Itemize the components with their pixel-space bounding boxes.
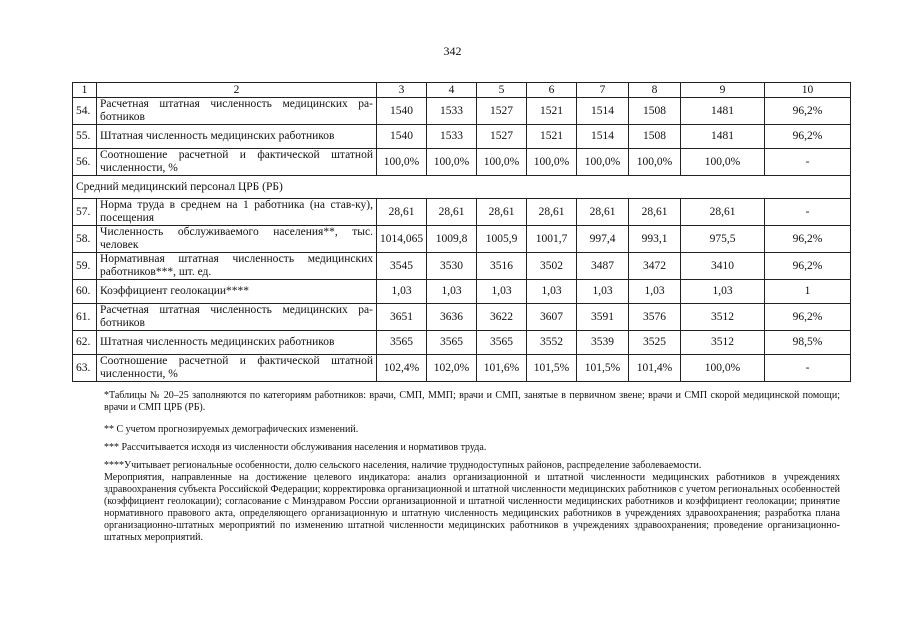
row-value: 1,03 [681, 280, 765, 304]
row-number: 60. [73, 280, 97, 304]
row-value: 3565 [477, 331, 527, 355]
row-value: 3607 [527, 304, 577, 331]
row-value: 102,0% [427, 355, 477, 382]
header-cell: 3 [377, 83, 427, 98]
table-row [73, 355, 851, 382]
row-value: 1,03 [477, 280, 527, 304]
row-value: 3512 [681, 331, 765, 355]
row-value: 1540 [377, 98, 427, 125]
row-value: 96,2% [765, 304, 851, 331]
table-row [73, 253, 851, 280]
row-value: 101,5% [577, 355, 629, 382]
row-label: Расчетная штатная численность медицинских ра-ботников [97, 304, 377, 331]
row-value: 1540 [377, 125, 427, 149]
row-value: 1508 [629, 125, 681, 149]
section-row [73, 176, 851, 199]
header-row [73, 83, 851, 98]
row-value: 1527 [477, 98, 527, 125]
footnote-calculation: *** Рассчитывается исходя из численности обслуживания населения и нормативов труда. [104, 442, 487, 453]
row-label: Штатная численность медицинских работников [97, 331, 377, 355]
header-cell: 1 [73, 83, 97, 98]
footnote-geolocation: ****Учитывает региональные особенности, долю сельского населения, наличие труднодоступных районов, распределение заболеваемости. [104, 460, 702, 471]
row-value: 1014,065 [377, 226, 427, 253]
row-value: 3539 [577, 331, 629, 355]
row-value: 100,0% [477, 149, 527, 176]
row-value: 1001,7 [527, 226, 577, 253]
row-number: 62. [73, 331, 97, 355]
footnote-demographic: ** С учетом прогнозируемых демографических изменений. [104, 424, 359, 435]
row-number: 56. [73, 149, 97, 176]
table-row [73, 226, 851, 253]
row-value: 1514 [577, 125, 629, 149]
row-value: 1,03 [527, 280, 577, 304]
row-value: 1005,9 [477, 226, 527, 253]
row-value: 1481 [681, 125, 765, 149]
row-value: 1481 [681, 98, 765, 125]
row-value: 3410 [681, 253, 765, 280]
row-value: 1,03 [629, 280, 681, 304]
header-cell: 2 [97, 83, 377, 98]
row-value: 3622 [477, 304, 527, 331]
row-value: 100,0% [577, 149, 629, 176]
row-value: 1,03 [427, 280, 477, 304]
row-value: 3636 [427, 304, 477, 331]
row-value: - [765, 199, 851, 226]
row-value: 1,03 [377, 280, 427, 304]
row-value: 98,5% [765, 331, 851, 355]
row-value: 28,61 [577, 199, 629, 226]
row-label: Норма труда в среднем на 1 работника (на став-ку), посещения [97, 199, 377, 226]
row-label: Соотношение расчетной и фактической штатной численности, % [97, 149, 377, 176]
header-cell: 5 [477, 83, 527, 98]
row-value: 3525 [629, 331, 681, 355]
row-value: 28,61 [629, 199, 681, 226]
row-number: 55. [73, 125, 97, 149]
row-value: 100,0% [377, 149, 427, 176]
row-value: 101,5% [527, 355, 577, 382]
header-cell: 10 [765, 83, 851, 98]
row-number: 63. [73, 355, 97, 382]
row-label: Расчетная штатная численность медицинских ра-ботников [97, 98, 377, 125]
row-value: 1 [765, 280, 851, 304]
row-number: 59. [73, 253, 97, 280]
row-value: 28,61 [477, 199, 527, 226]
section-title: Средний медицинский персонал ЦРБ (РБ) [73, 176, 851, 199]
row-value: 100,0% [427, 149, 477, 176]
row-value: 1521 [527, 98, 577, 125]
row-value: 96,2% [765, 253, 851, 280]
row-label: Численность обслуживаемого населения**, тыс. человек [97, 226, 377, 253]
footnotes [104, 390, 840, 544]
row-value: 1508 [629, 98, 681, 125]
row-value: 3472 [629, 253, 681, 280]
row-value: 3552 [527, 331, 577, 355]
table-row [73, 125, 851, 149]
row-label: Коэффициент геолокации**** [97, 280, 377, 304]
header-cell: 8 [629, 83, 681, 98]
row-value: 96,2% [765, 226, 851, 253]
row-value: 100,0% [629, 149, 681, 176]
row-value: 101,6% [477, 355, 527, 382]
row-value: - [765, 355, 851, 382]
header-cell: 7 [577, 83, 629, 98]
row-value: 3530 [427, 253, 477, 280]
header-cell: 9 [681, 83, 765, 98]
row-value: 997,4 [577, 226, 629, 253]
row-value: 28,61 [377, 199, 427, 226]
row-number: 57. [73, 199, 97, 226]
header-cell: 4 [427, 83, 477, 98]
row-value: 993,1 [629, 226, 681, 253]
row-value: 3651 [377, 304, 427, 331]
row-value: 3512 [681, 304, 765, 331]
page-number: 342 [443, 44, 462, 58]
row-value: 1533 [427, 98, 477, 125]
row-value: 975,5 [681, 226, 765, 253]
table-row [73, 199, 851, 226]
row-value: 100,0% [681, 149, 765, 176]
row-value: 3502 [527, 253, 577, 280]
row-number: 54. [73, 98, 97, 125]
row-value: 28,61 [527, 199, 577, 226]
row-number: 58. [73, 226, 97, 253]
row-value: 101,4% [629, 355, 681, 382]
table-row [73, 304, 851, 331]
table-row [73, 149, 851, 176]
table-row [73, 280, 851, 304]
table-row [73, 331, 851, 355]
row-value: 1533 [427, 125, 477, 149]
row-value: 3565 [427, 331, 477, 355]
table-row [73, 98, 851, 125]
row-label: Штатная численность медицинских работников [97, 125, 377, 149]
header-cell: 6 [527, 83, 577, 98]
row-value: 1,03 [577, 280, 629, 304]
row-value: 3545 [377, 253, 427, 280]
row-value: 1527 [477, 125, 527, 149]
staffing-table [72, 82, 851, 382]
row-value: 28,61 [681, 199, 765, 226]
row-value: 3576 [629, 304, 681, 331]
row-label: Соотношение расчетной и фактической штатной численности, % [97, 355, 377, 382]
measures-paragraph: Мероприятия, направленные на достижение целевого индикатора: анализ организационной и штатной численности медицинских работников в учреждениях здравоохранения субъекта Российской Федерации; корректировка организационной и штатной численности медицинских работников с учетом региональных особенностей (коэффициент геолокации); согласование с Минздравом России организационной и штатной численности медицинских работников и коэффициент геолокации; принятие нормативного правового акта, определяющего организационную и штатную численность медицинских работников в учреждениях здравоохранения; разработка плана организационно-штатных мероприятий по изменению штатной численности медицинских работников в учреждениях здравоохранения; проведение организационно-штатных мероприятий. [104, 472, 840, 543]
row-value: 3487 [577, 253, 629, 280]
row-value: 102,4% [377, 355, 427, 382]
row-value: 100,0% [681, 355, 765, 382]
row-value: 96,2% [765, 98, 851, 125]
row-value: 3591 [577, 304, 629, 331]
row-value: 100,0% [527, 149, 577, 176]
row-label: Нормативная штатная численность медицинских работников***, шт. ед. [97, 253, 377, 280]
row-value: - [765, 149, 851, 176]
row-number: 61. [73, 304, 97, 331]
row-value: 3565 [377, 331, 427, 355]
row-value: 3516 [477, 253, 527, 280]
row-value: 28,61 [427, 199, 477, 226]
row-value: 96,2% [765, 125, 851, 149]
footnote-tables: *Таблицы № 20–25 заполняются по категориям работников: врачи, СМП, ММП; врачи и СМП, занятые в первичном звене; врачи и СМП скорой медицинской помощи; врачи и СМП ЦРБ (РБ). [104, 390, 840, 413]
row-value: 1514 [577, 98, 629, 125]
row-value: 1521 [527, 125, 577, 149]
row-value: 1009,8 [427, 226, 477, 253]
